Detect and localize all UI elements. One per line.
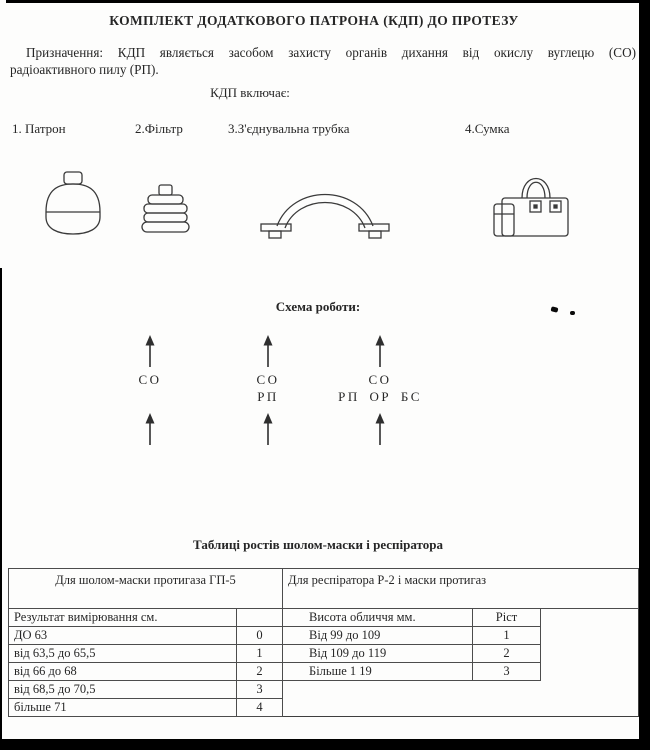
scan-edge-bottom [0,739,650,750]
cut-area-cell [541,627,639,645]
cut-area-cell [541,699,639,717]
includes-line: КДП включає: [210,85,290,100]
schema-column-1 [118,334,182,446]
empty-cell [283,699,473,717]
up-arrow-icon [260,412,276,446]
face-height-cell: Від 99 до 109 [283,627,473,645]
purpose-line-1: Призначення: КДП являється засобом захисту органів дихання від окислу вуглецю (СО) [26,45,636,60]
schema-labels [256,371,279,409]
purpose-paragraph [10,44,636,78]
measurement-cell: ДО 63 [9,627,237,645]
scan-edge-left [0,268,2,750]
sizes-table-title: Таблиці ростів шолом-маски і респіратора [193,537,443,552]
table-row [9,699,639,717]
schema-column-2 [236,334,300,446]
empty-cell [283,681,473,699]
cut-area-cell [541,609,639,627]
cut-area-cell [541,663,639,681]
scan-edge-right [639,0,650,750]
up-arrow-icon [372,412,388,446]
tube-drawing [255,180,395,242]
schema-title: Схема роботи: [275,299,361,314]
component-label-filter: 2.Фільтр [135,121,183,136]
measurement-cell: від 66 до 68 [9,663,237,681]
up-arrow-icon [260,334,276,368]
schema-label: СО [256,372,280,387]
size-header-cell: Ріст [473,609,541,627]
face-height-cell: Більше 1 19 [283,663,473,681]
size-cell: 4 [237,699,283,717]
size-cell: 2 [237,663,283,681]
measurement-cell: від 63,5 до 65,5 [9,645,237,663]
schema-label: РП ОР БС [338,389,422,404]
component-label-bag: 4.Сумка [465,121,510,136]
size-cell: 3 [473,663,541,681]
scan-edge-top [6,0,650,3]
left-subheader-cell: Результат вимірювання см. [9,609,237,627]
size-cell: 1 [473,627,541,645]
schema-labels [138,371,161,409]
size-cell: 0 [237,627,283,645]
up-arrow-icon [142,412,158,446]
table-row [9,627,639,645]
component-label-cartridge: 1. Патрон [12,121,66,136]
schema-label: РП [257,389,279,404]
empty-cell [473,681,541,699]
component-label-tube: 3.З'єднувальна трубка [228,121,350,136]
cut-area-cell [541,681,639,699]
up-arrow-icon [372,334,388,368]
cartridge-drawing [38,170,108,236]
filter-drawing [138,183,193,241]
measurement-cell: від 68,5 до 70,5 [9,681,237,699]
table-row [9,663,639,681]
schema-labels [338,371,422,409]
schema-column-3 [328,334,432,446]
document-title: КОМПЛЕКТ ДОДАТКОВОГО ПАТРОНА (КДП) ДО ПРОТЕЗУ [109,13,519,28]
table-row [9,681,639,699]
face-height-cell: Від 109 до 119 [283,645,473,663]
left-table-header: Для шолом-маски протигаза ГП-5 [9,569,283,609]
bag-drawing [492,168,577,240]
measurement-cell: більше 71 [9,699,237,717]
up-arrow-icon [142,334,158,368]
size-cell: 2 [473,645,541,663]
right-table-header: Для респіратора Р-2 і маски протигаз [283,569,639,609]
table-row [9,645,639,663]
sizes-table [8,568,639,717]
schema-label: СО [138,372,162,387]
empty-cell [473,699,541,717]
right-subheader-cell: Висота обличчя мм. [283,609,473,627]
empty-cell [237,609,283,627]
cut-area-cell [541,645,639,663]
schema-label: СО [368,372,392,387]
size-cell: 3 [237,681,283,699]
size-cell: 1 [237,645,283,663]
table-subheader-row [9,609,639,627]
purpose-line-2: радіоактивного пилу (РП). [10,62,159,77]
table-header-row [9,569,639,609]
